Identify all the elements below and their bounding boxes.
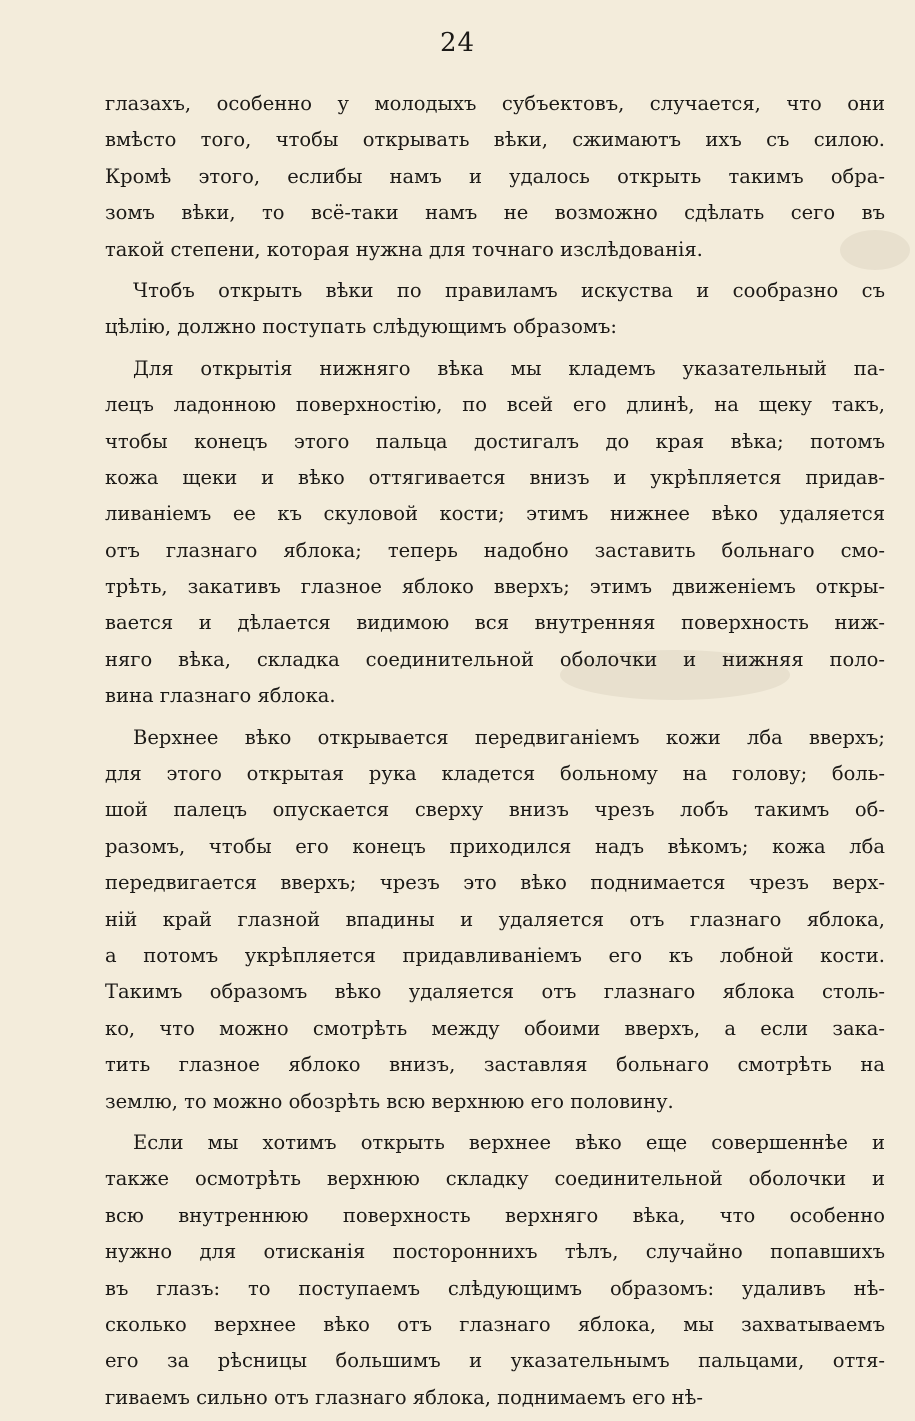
paragraph bbox=[105, 273, 885, 346]
text-line: зомъ вѣки, то всё-таки намъ не возможно сдѣлать сего въ bbox=[105, 201, 885, 225]
text-line: вмѣсто того, чтобы открывать вѣки, сжимаютъ ихъ съ силою. bbox=[105, 128, 885, 152]
text-line: Если мы хотимъ открыть верхнее вѣко еще совершеннѣе и bbox=[133, 1130, 885, 1154]
text-line: сколько верхнее вѣко отъ глазнаго яблока, мы захватываемъ bbox=[105, 1312, 885, 1336]
text-line: такой степени, которая нужна для точнаго изслѣдованія. bbox=[105, 237, 703, 261]
text-line: Такимъ образомъ вѣко удаляется отъ глазнаго яблока столь- bbox=[105, 980, 885, 1004]
page-number: 24 bbox=[439, 28, 476, 58]
text-line: его за рѣсницы большимъ и указательнымъ пальцами, оття- bbox=[105, 1349, 885, 1373]
text-line: вина глазнаго яблока. bbox=[105, 684, 336, 708]
text-line: ко, что можно смотрѣть между обоими вверхъ, а если зака- bbox=[105, 1016, 885, 1040]
text-line: Кромѣ этого, еслибы намъ и удалось открыть такимъ обра- bbox=[105, 164, 885, 188]
text-line: шой палецъ опускается сверху внизъ чрезъ лобъ такимъ об- bbox=[105, 798, 885, 822]
text-line: всю внутреннюю поверхность верхняго вѣка, что особенно bbox=[105, 1203, 885, 1227]
text-line: ній край глазной впадины и удаляется отъ глазнаго яблока, bbox=[105, 907, 885, 931]
paragraph bbox=[105, 86, 885, 268]
text-line: отъ глазнаго яблока; теперь надобно заставить больнаго смо- bbox=[105, 538, 885, 562]
text-line: разомъ, чтобы его конецъ приходился надъ вѣкомъ; кожа лба bbox=[105, 834, 885, 858]
text-line: вается и дѣлается видимою вся внутренняя поверхность ниж- bbox=[105, 611, 885, 635]
text-line: ливаніемъ ее къ скуловой кости; этимъ нижнее вѣко удаляется bbox=[105, 502, 885, 526]
text-line: также осмотрѣть верхнюю складку соединительной оболочки и bbox=[105, 1167, 885, 1191]
text-line: а потомъ укрѣпляется придавливаніемъ его къ лобной кости. bbox=[105, 943, 885, 967]
text-line: передвигается вверхъ; чрезъ это вѣко поднимается чрезъ верх- bbox=[105, 871, 885, 895]
text-line: кожа щеки и вѣко оттягивается внизъ и укрѣпляется придав- bbox=[105, 465, 885, 489]
text-line: лецъ ладонною поверхностію, по всей его длинѣ, на щеку такъ, bbox=[105, 393, 885, 417]
text-line: Верхнее вѣко открывается передвиганіемъ кожи лба вверхъ; bbox=[133, 725, 885, 749]
paragraph bbox=[105, 720, 885, 1120]
paragraph bbox=[105, 351, 885, 715]
text-line: няго вѣка, складка соединительной оболочки и нижняя поло- bbox=[105, 647, 885, 671]
paragraph bbox=[105, 1125, 885, 1416]
text-line: въ глазъ: то поступаемъ слѣдующимъ образомъ: удаливъ нѣ- bbox=[105, 1276, 885, 1300]
page-text bbox=[105, 86, 885, 1421]
text-line: цѣлію, должно поступать слѣдующимъ образомъ: bbox=[105, 315, 617, 339]
text-line: Чтобъ открыть вѣки по правиламъ искуства и сообразно съ bbox=[133, 278, 885, 302]
text-line: глазахъ, особенно у молодыхъ субъектовъ, случается, что они bbox=[105, 92, 885, 115]
text-line: Для открытія нижняго вѣка мы кладемъ указательный па- bbox=[133, 356, 885, 380]
text-line: землю, то можно обозрѣть всю верхнюю его половину. bbox=[105, 1089, 674, 1113]
text-line: чтобы конецъ этого пальца достигалъ до края вѣка; потомъ bbox=[105, 429, 885, 453]
text-line: трѣть, закативъ глазное яблоко вверхъ; этимъ движеніемъ откры- bbox=[105, 575, 885, 599]
text-line: гиваемъ сильно отъ глазнаго яблока, поднимаемъ его нѣ- bbox=[105, 1385, 704, 1409]
text-line: нужно для отисканія постороннихъ тѣлъ, случайно попавшихъ bbox=[105, 1240, 885, 1264]
text-line: тить глазное яблоко внизъ, заставляя больнаго смотрѣть на bbox=[105, 1053, 885, 1077]
text-line: для этого открытая рука кладется больному на голову; боль- bbox=[105, 762, 885, 786]
